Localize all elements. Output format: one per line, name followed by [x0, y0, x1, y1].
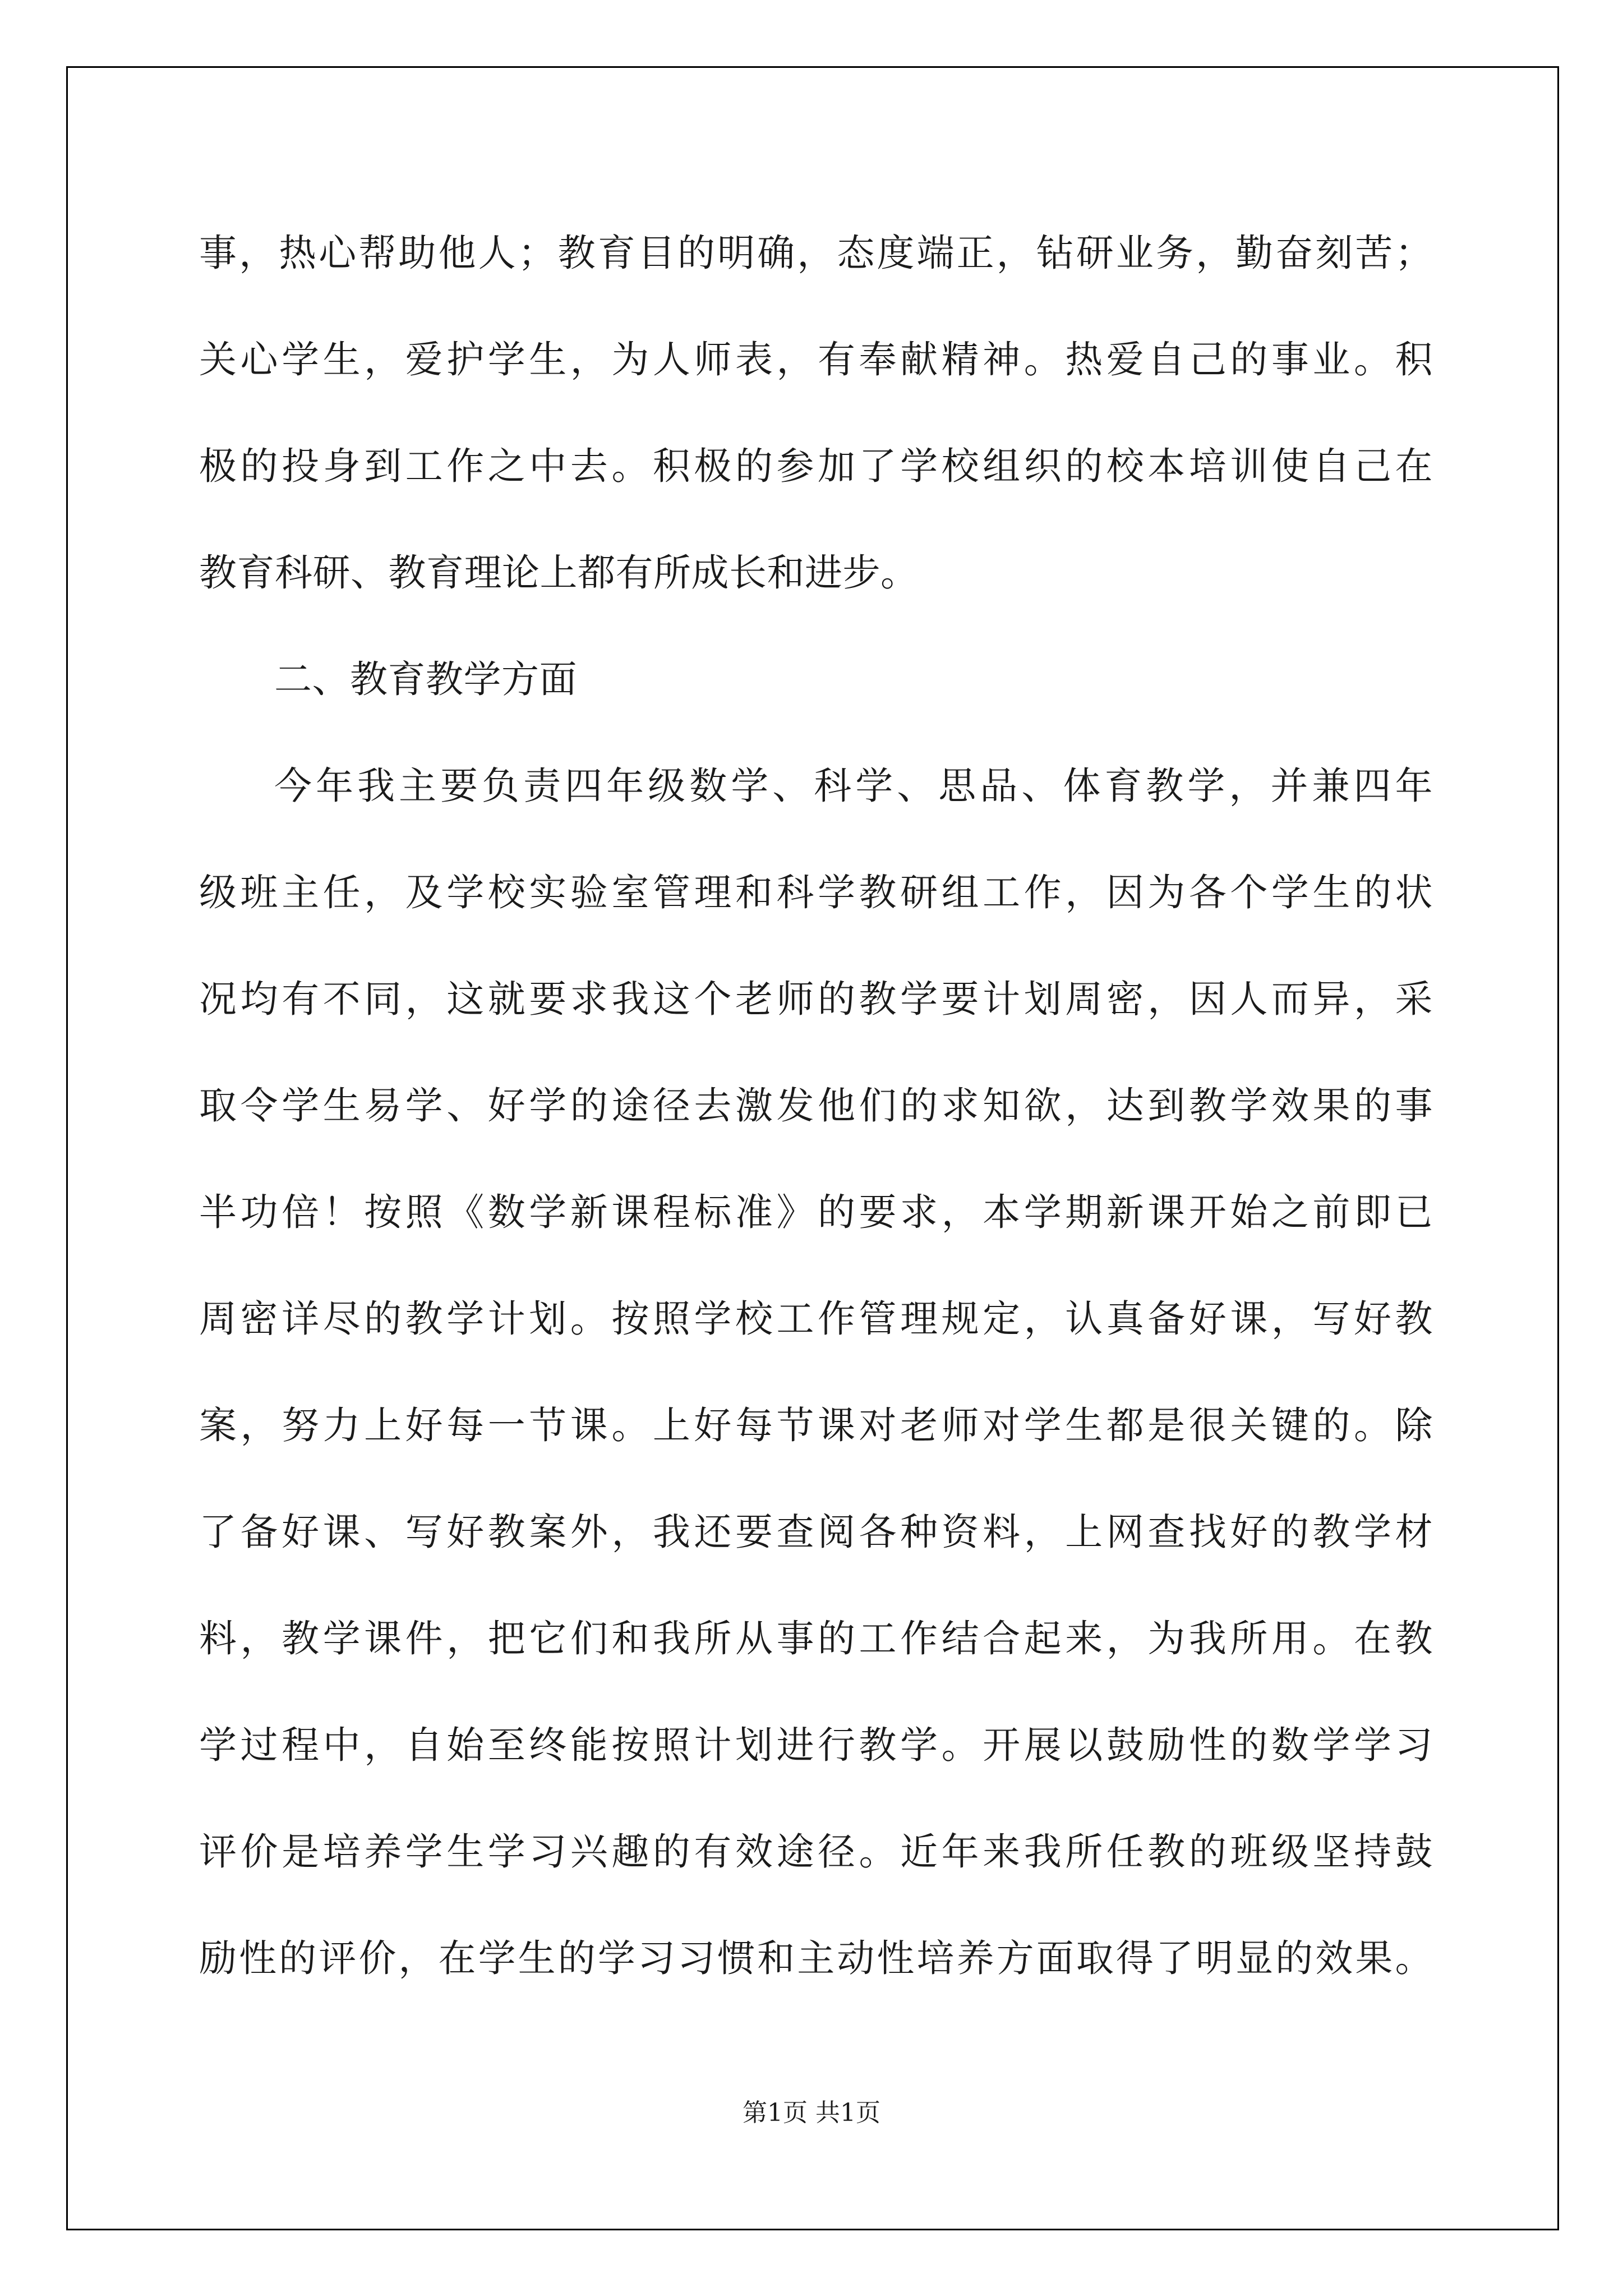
text-line: 学过程中，自始至终能按照计划进行教学。开展以鼓励性的数学学习: [199, 1723, 1433, 1767]
page-footer: 第1页 共1页: [743, 2099, 880, 2127]
text-line: 教育科研、教育理论上都有所成长和进步。: [199, 551, 919, 595]
text-line: 案，努力上好每一节课。上好每节课对老师对学生都是很关键的。除: [199, 1404, 1433, 1447]
text-line: 事，热心帮助他人；教育目的明确，态度端正，钻研业务，勤奋刻苦；: [199, 231, 1433, 275]
text-line: 了备好课、写好教案外，我还要查阅各种资料，上网查找好的教学材: [199, 1510, 1433, 1554]
text-line: 极的投身到工作之中去。积极的参加了学校组织的校本培训使自己在: [199, 444, 1433, 488]
text-line: 关心学生，爱护学生，为人师表，有奉献精神。热爱自己的事业。积: [199, 338, 1433, 381]
text-line: 级班主任，及学校实验室管理和科学教研组工作，因为各个学生的状: [199, 871, 1433, 914]
text-line: 今年我主要负责四年级数学、科学、思品、体育教学，并兼四年: [274, 764, 1433, 808]
text-line: 料，教学课件，把它们和我所从事的工作结合起来，为我所用。在教: [199, 1617, 1433, 1660]
text-line: 评价是培养学生学习兴趣的有效途径。近年来我所任教的班级坚持鼓: [199, 1830, 1433, 1874]
text-line: 半功倍！按照《数学新课程标准》的要求，本学期新课开始之前即已: [199, 1190, 1433, 1234]
text-line: 周密详尽的教学计划。按照学校工作管理规定，认真备好课，写好教: [199, 1297, 1433, 1341]
text-line: 励性的评价，在学生的学习习惯和主动性培养方面取得了明显的效果。: [199, 1936, 1433, 1980]
document-body: [199, 200, 1433, 2012]
text-line: 取令学生易学、好学的途径去激发他们的求知欲，达到教学效果的事: [199, 1084, 1433, 1128]
text-line: 况均有不同，这就要求我这个老师的教学要计划周密，因人而异，采: [199, 977, 1433, 1021]
section-heading: 二、教育教学方面: [274, 657, 577, 701]
